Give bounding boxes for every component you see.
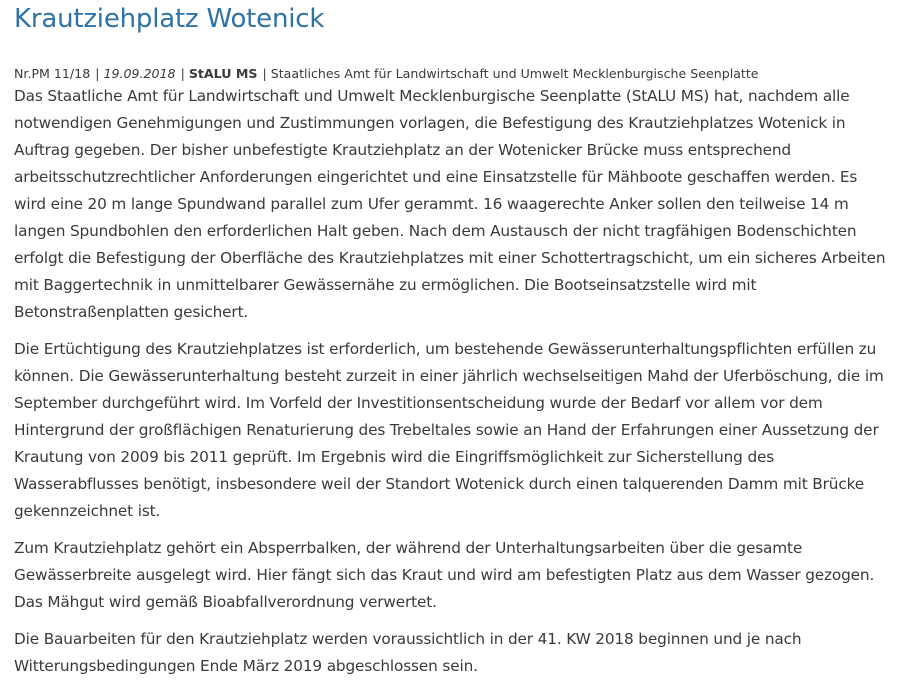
article-paragraph: Die Bauarbeiten für den Krautziehplatz werden voraussichtlich in der 41. KW 2018 beginnen und je nach Witterungsbedingungen Ende März 2019 abgeschlossen sein.: [14, 630, 802, 675]
press-release-meta: [14, 65, 887, 83]
press-release-number: Nr.PM 11/18: [14, 66, 91, 81]
article-body: [14, 83, 887, 680]
agency-short-name: StALU MS: [188, 66, 258, 81]
meta-separator: |: [262, 66, 267, 81]
agency-full-name: Staatliches Amt für Landwirtschaft und Umwelt Mecklenburgische Seenplatte: [270, 66, 759, 81]
meta-separator: |: [95, 66, 100, 81]
press-release-date: 19.09.2018: [103, 66, 176, 81]
article-paragraph: Das Staatliche Amt für Landwirtschaft und Umwelt Mecklenburgische Seenplatte (StALU MS) hat, nachdem alle notwendigen Genehmigungen und Zustimmungen vorlagen, die Befestigung des Krautziehplatzes Wotenick in Auftrag gegeben. Der bisher unbefestigte Krautziehplatz an der Wotenicker Brücke muss entsprechend arbeitsschutzrechtlicher Anforderungen eingerichtet und eine Einsatzstelle für Mähboote geschaffen werden. Es wird eine 20 m lange Spundwand parallel zum Ufer gerammt. 16 waagerechte Anker sollen den teilweise 14 m langen Spundbohlen den erforderlichen Halt geben. Nach dem Austausch der nicht tragfähigen Bodenschichten erfolgt die Befestigung der Oberfläche des Krautziehplatzes mit einer Schottertragschicht, um ein sicheres Arbeiten mit Baggertechnik in unmittelbarer Gewässernähe zu ermöglichen. Die Bootseinsatzstelle wird mit Betonstraßenplatten gesichert.: [14, 87, 886, 321]
article-paragraph: Zum Krautziehplatz gehört ein Absperrbalken, der während der Unterhaltungsarbeiten über die gesamte Gewässerbreite ausgelegt wird. Hier fängt sich das Kraut und wird am befestigten Platz aus dem Wasser gezogen. Das Mähgut wird gemäß Bioabfallverordnung verwertet.: [14, 539, 875, 611]
article-paragraph: Die Ertüchtigung des Krautziehplatzes ist erforderlich, um bestehende Gewässerunterhaltungspflichten erfüllen zu können. Die Gewässerunterhaltung besteht zurzeit in einer jährlich wechselseitigen Mahd der Uferböschung, die im September durchgeführt wird. Im Vorfeld der Investitionsentscheidung wurde der Bedarf vor allem vor dem Hintergrund der großflächigen Renaturierung des Trebeltales sowie an Hand der Erfahrungen einer Aussetzung der Krautung von 2009 bis 2011 geprüft. Im Ergebnis wird die Eingriffsmöglichkeit zur Sicherstellung des Wasserabflusses benötigt, insbesondere weil der Standort Wotenick durch einen talquerenden Damm mit Brücke gekennzeichnet ist.: [14, 340, 884, 520]
page-title: Krautziehplatz Wotenick: [14, 4, 325, 34]
meta-separator: |: [180, 66, 185, 81]
